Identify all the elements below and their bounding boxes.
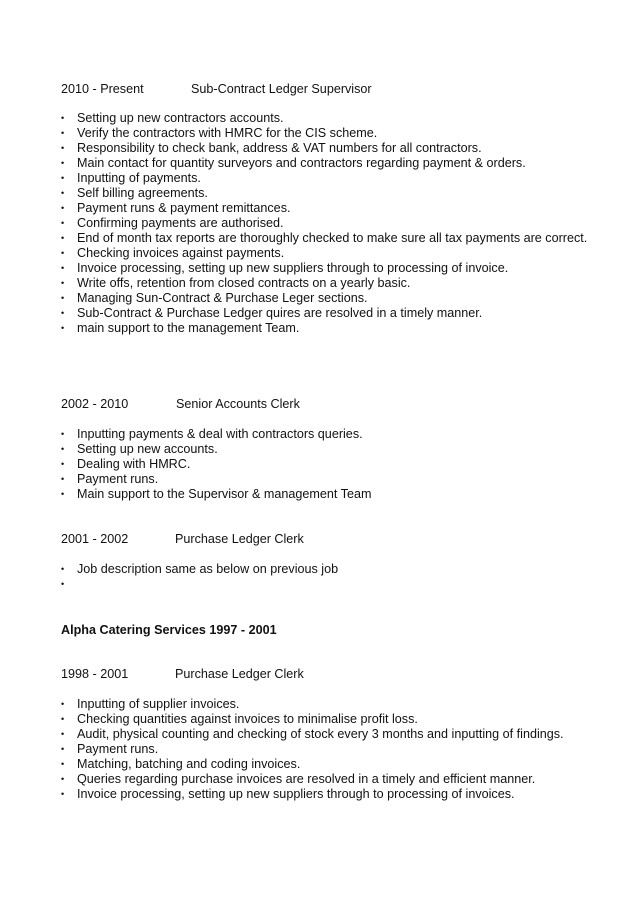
bullet-icon: • xyxy=(61,789,65,799)
list-item: • Self billing agreements. xyxy=(61,186,208,200)
list-item: • Verify the contractors with HMRC for the CIS scheme. xyxy=(61,126,378,140)
list-item: • Invoice processing, setting up new suppliers through to processing of invoices. xyxy=(61,787,515,801)
list-item: • End of month tax reports are thoroughly checked to make sure all tax payments are correct. xyxy=(61,231,588,245)
job-header xyxy=(61,531,608,547)
bullet-icon: • xyxy=(61,744,65,754)
job-section-purchase-clerk xyxy=(61,531,608,589)
bullet-icon: • xyxy=(61,444,65,454)
bullet-icon: • xyxy=(61,759,65,769)
list-item: • Inputting payments & deal with contractors queries. xyxy=(61,427,363,441)
job-title: Senior Accounts Clerk xyxy=(176,397,300,411)
bullet-icon: • xyxy=(61,203,65,213)
job-section-senior-clerk xyxy=(61,396,608,502)
bullet-icon: • xyxy=(61,459,65,469)
company-heading-block xyxy=(61,622,608,638)
job-date: 2001 - 2002 xyxy=(61,532,129,546)
list-item: • Setting up new accounts. xyxy=(61,442,218,456)
list-item: • Setting up new contractors accounts. xyxy=(61,111,284,125)
bullet-icon: • xyxy=(61,323,65,333)
job-date: 2010 - Present xyxy=(61,82,144,96)
list-item: • Checking invoices against payments. xyxy=(61,246,285,260)
list-item: • Dealing with HMRC. xyxy=(61,457,191,471)
job-header xyxy=(61,396,608,412)
job-header xyxy=(61,81,608,97)
bullet-icon: • xyxy=(61,564,65,574)
bullet-icon: • xyxy=(61,699,65,709)
job-section-supervisor xyxy=(61,81,608,336)
duties-list xyxy=(61,697,608,802)
bullet-icon: • xyxy=(61,774,65,784)
bullet-icon: • xyxy=(61,579,65,589)
list-item: • Inputting of payments. xyxy=(61,171,201,185)
duties-list xyxy=(61,427,608,502)
bullet-icon: • xyxy=(61,188,65,198)
list-item: • Sub-Contract & Purchase Ledger quires are resolved in a timely manner. xyxy=(61,306,483,320)
bullet-icon: • xyxy=(61,489,65,499)
list-item: • Audit, physical counting and checking of stock every 3 months and inputting of findings. xyxy=(61,727,564,741)
job-section-alpha-clerk xyxy=(61,666,608,802)
list-item: • Job description same as below on previous job xyxy=(61,562,339,576)
bullet-icon: • xyxy=(61,143,65,153)
bullet-icon: • xyxy=(61,218,65,228)
bullet-icon: • xyxy=(61,173,65,183)
bullet-icon: • xyxy=(61,293,65,303)
company-heading: Alpha Catering Services 1997 - 2001 xyxy=(61,623,277,637)
bullet-icon: • xyxy=(61,729,65,739)
job-title: Sub-Contract Ledger Supervisor xyxy=(191,82,372,96)
bullet-icon: • xyxy=(61,158,65,168)
list-item: • Responsibility to check bank, address & VAT numbers for all contractors. xyxy=(61,141,482,155)
job-header xyxy=(61,666,608,682)
job-title: Purchase Ledger Clerk xyxy=(175,667,304,681)
duties-list xyxy=(61,111,608,336)
bullet-icon: • xyxy=(61,233,65,243)
bullet-icon: • xyxy=(61,128,65,138)
bullet-icon: • xyxy=(61,263,65,273)
job-date: 1998 - 2001 xyxy=(61,667,129,681)
list-item: • Invoice processing, setting up new suppliers through to processing of invoice. xyxy=(61,261,509,275)
bullet-icon: • xyxy=(61,714,65,724)
list-item: • Managing Sun-Contract & Purchase Leger sections. xyxy=(61,291,368,305)
bullet-icon: • xyxy=(61,248,65,258)
list-item: • Payment runs. xyxy=(61,472,159,486)
list-item: • Write offs, retention from closed contracts on a yearly basic. xyxy=(61,276,411,290)
duties-list xyxy=(61,562,608,589)
list-item: • Payment runs & payment remittances. xyxy=(61,201,291,215)
bullet-icon: • xyxy=(61,474,65,484)
bullet-icon: • xyxy=(61,429,65,439)
list-item: • Confirming payments are authorised. xyxy=(61,216,284,230)
list-item: • Inputting of supplier invoices. xyxy=(61,697,240,711)
bullet-icon: • xyxy=(61,308,65,318)
list-item: • Matching, batching and coding invoices. xyxy=(61,757,301,771)
list-item: • main support to the management Team. xyxy=(61,321,300,335)
list-item: • Main support to the Supervisor & management Team xyxy=(61,487,372,501)
job-title: Purchase Ledger Clerk xyxy=(175,532,304,546)
bullet-icon: • xyxy=(61,278,65,288)
list-item: • Checking quantities against invoices to minimalise profit loss. xyxy=(61,712,418,726)
list-item: • Main contact for quantity surveyors and contractors regarding payment & orders. xyxy=(61,156,526,170)
bullet-icon: • xyxy=(61,113,65,123)
list-item: • Payment runs. xyxy=(61,742,159,756)
list-item: • Queries regarding purchase invoices are resolved in a timely and efficient manner. xyxy=(61,772,536,786)
job-date: 2002 - 2010 xyxy=(61,397,129,411)
